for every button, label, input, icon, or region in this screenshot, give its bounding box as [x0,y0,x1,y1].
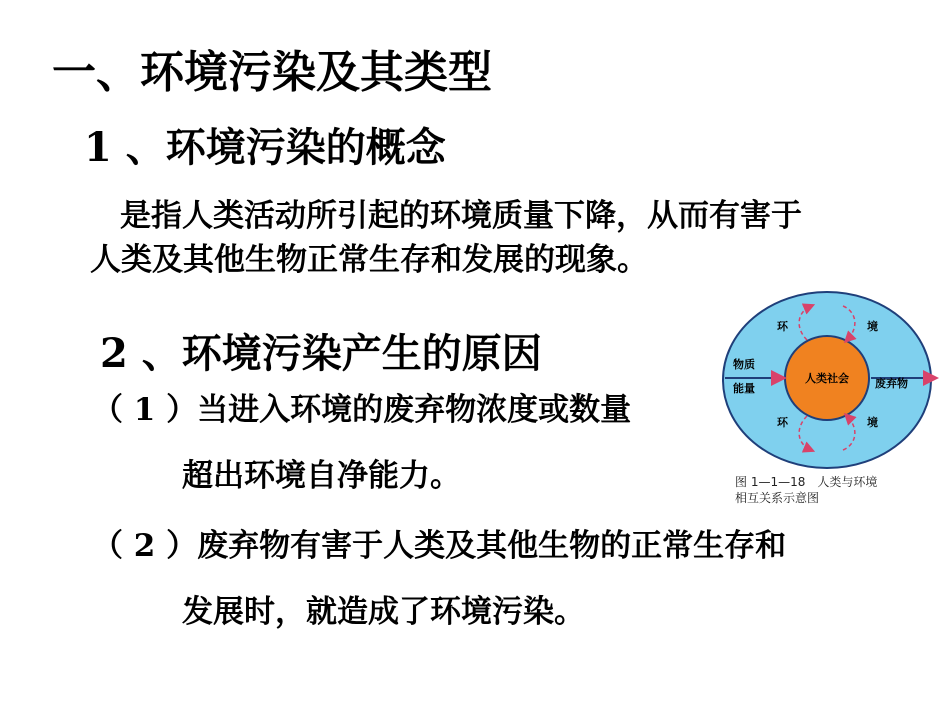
section-heading-concept: 1 、环境污染的概念 [84,124,446,171]
slide-title: 一、环境污染及其类型 [52,47,492,98]
label-bottom-left: 环 [777,416,788,429]
diagram-svg [715,288,940,473]
cause-2-line-2: 发展时，就造成了环境污染。 [182,594,585,630]
concept-text-line-1: 是指人类活动所引起的环境质量下降，从而有害于 [120,198,802,234]
label-top-left: 环 [777,320,788,333]
label-human-society: 人类社会 [805,372,849,385]
figure-caption-line-1: 图 1—1—18 人类与环境 [735,475,878,489]
human-environment-diagram [715,288,940,510]
label-matter: 物质 [733,358,755,371]
cause-2-line-1: （ 2 ）废弃物有害于人类及其他生物的正常生存和 [92,528,787,564]
cause-1-line-1: （ 1 ）当进入环境的废弃物浓度或数量 [92,392,632,428]
label-top-right: 境 [867,320,878,333]
section-heading-causes: 2 、环境污染产生的原因 [100,330,542,377]
label-energy: 能量 [733,382,755,395]
figure-caption [735,474,877,506]
concept-text-line-2: 人类及其他生物正常生存和发展的现象。 [90,242,648,278]
label-bottom-right: 境 [867,416,878,429]
label-waste: 废弃物 [875,377,908,390]
cause-1-line-2: 超出环境自净能力。 [182,458,461,494]
figure-caption-line-2: 相互关系示意图 [735,491,820,505]
